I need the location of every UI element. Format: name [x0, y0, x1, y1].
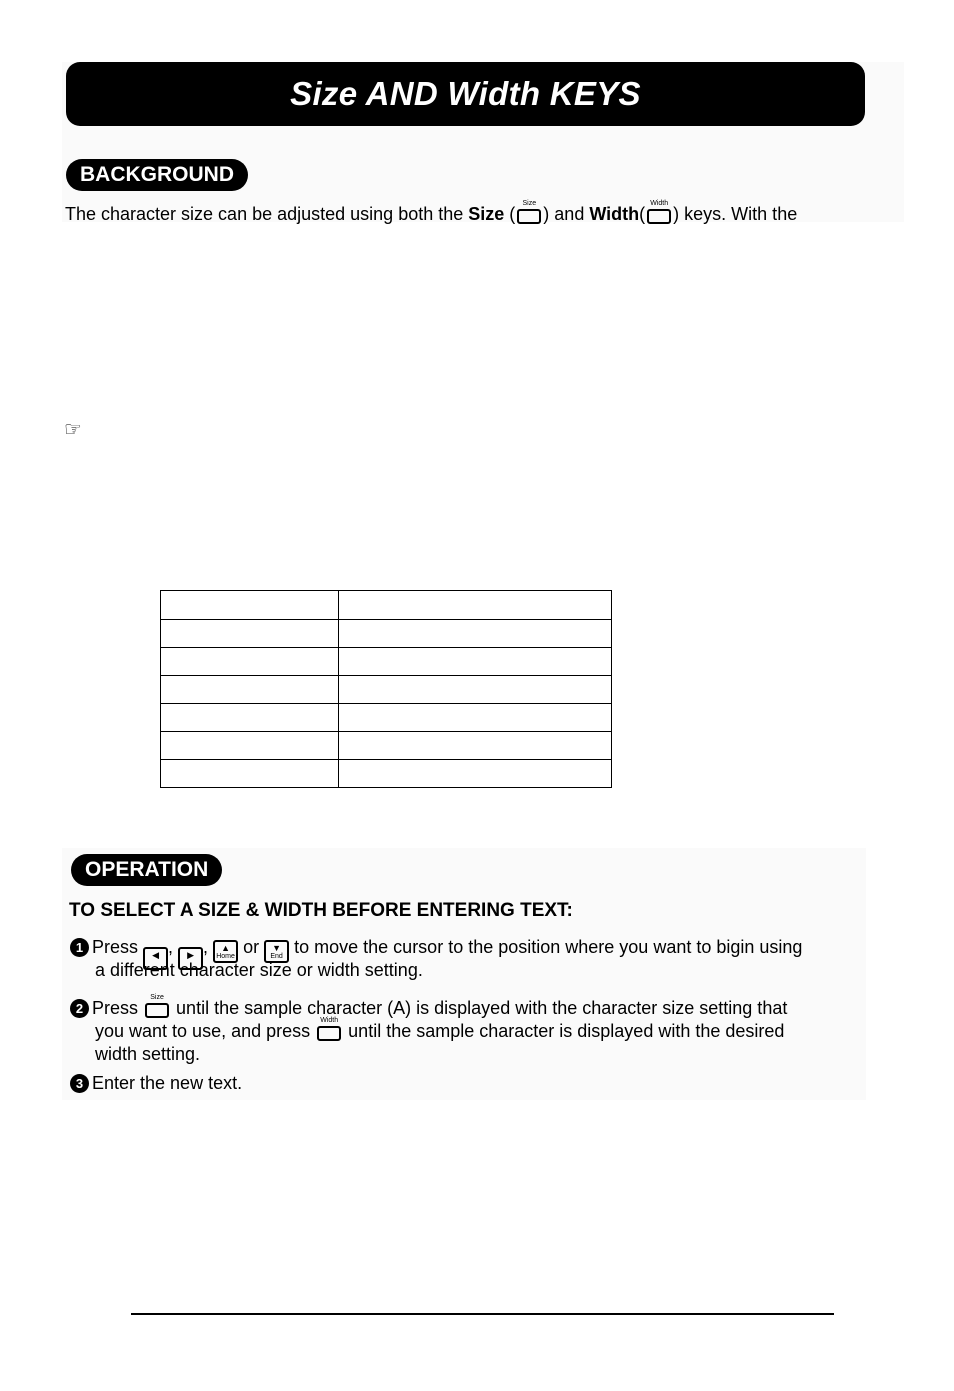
step-1: 1 Press ◀ , ▶ , ▲ Home or ▼ End to move the cursor to the position where you want to bigin using	[70, 936, 802, 970]
width-key-caption: Width	[320, 1017, 339, 1024]
step-2-press: Press	[92, 998, 139, 1018]
left-arrow-key-icon: ◀	[143, 947, 168, 970]
step-3-text: Enter the new text.	[92, 1073, 243, 1093]
table-row	[161, 732, 612, 760]
step-2	[70, 994, 788, 1020]
size-key-caption: Size	[522, 200, 537, 207]
operation-label: OPERATION	[71, 854, 222, 886]
size-key-caption: Size	[150, 994, 164, 1001]
step-3	[70, 1072, 242, 1095]
size-key-name: Size	[468, 204, 505, 224]
background-text-end: keys. With the	[679, 204, 798, 224]
background-text-middle: and	[549, 204, 590, 224]
step-2-number: 2	[70, 999, 89, 1018]
size-width-table	[160, 590, 612, 788]
background-label: BACKGROUND	[66, 159, 248, 191]
right-arrow-key-icon: ▶	[178, 947, 203, 970]
title-banner	[66, 62, 865, 126]
background-text-start: The character size can be adjusted using both the	[65, 204, 469, 224]
step-1-press: Press	[92, 937, 139, 957]
home-key-icon: ▲ Home	[213, 940, 238, 963]
table-header-row	[161, 591, 612, 620]
step-3-number: 3	[70, 1074, 89, 1093]
table-row	[161, 620, 612, 648]
table-row	[161, 704, 612, 732]
table-row	[161, 648, 612, 676]
width-key-icon	[647, 200, 671, 224]
end-key-icon: ▼ End	[264, 940, 289, 963]
page-title: Size AND Width KEYS	[290, 75, 641, 112]
table-row	[161, 760, 612, 788]
step-1-number: 1	[70, 938, 89, 957]
width-key-name: Width	[589, 204, 640, 224]
step-2-text: until the sample character (A) is displayed with the character size setting that	[176, 998, 788, 1018]
operation-heading: TO SELECT A SIZE & WIDTH BEFORE ENTERING TEXT:	[69, 900, 573, 921]
size-key-icon	[145, 994, 169, 1018]
step-2-line-2-end: until the sample character is displayed with the desired	[348, 1021, 785, 1041]
step-2-line-2-start: you want to use, and press	[95, 1021, 311, 1041]
size-key-icon	[517, 200, 541, 224]
step-1-or: or	[243, 937, 260, 957]
step-1-line-2: a different character size or width setting.	[95, 960, 423, 980]
step-1-text: to move the cursor to the position where you want to bigin using	[294, 937, 803, 957]
width-key-icon	[317, 1017, 341, 1041]
table-row	[161, 676, 612, 704]
background-paragraph: The character size can be adjusted using both the Size ( Size ) and Width( Width ) keys. With the	[65, 200, 798, 224]
footer-rule	[131, 1313, 834, 1315]
hand-pointing-icon: ☞	[64, 419, 82, 441]
step-2-line-2	[95, 1017, 785, 1043]
width-key-caption: Width	[650, 200, 669, 207]
step-2-line-3: width setting.	[95, 1044, 201, 1064]
